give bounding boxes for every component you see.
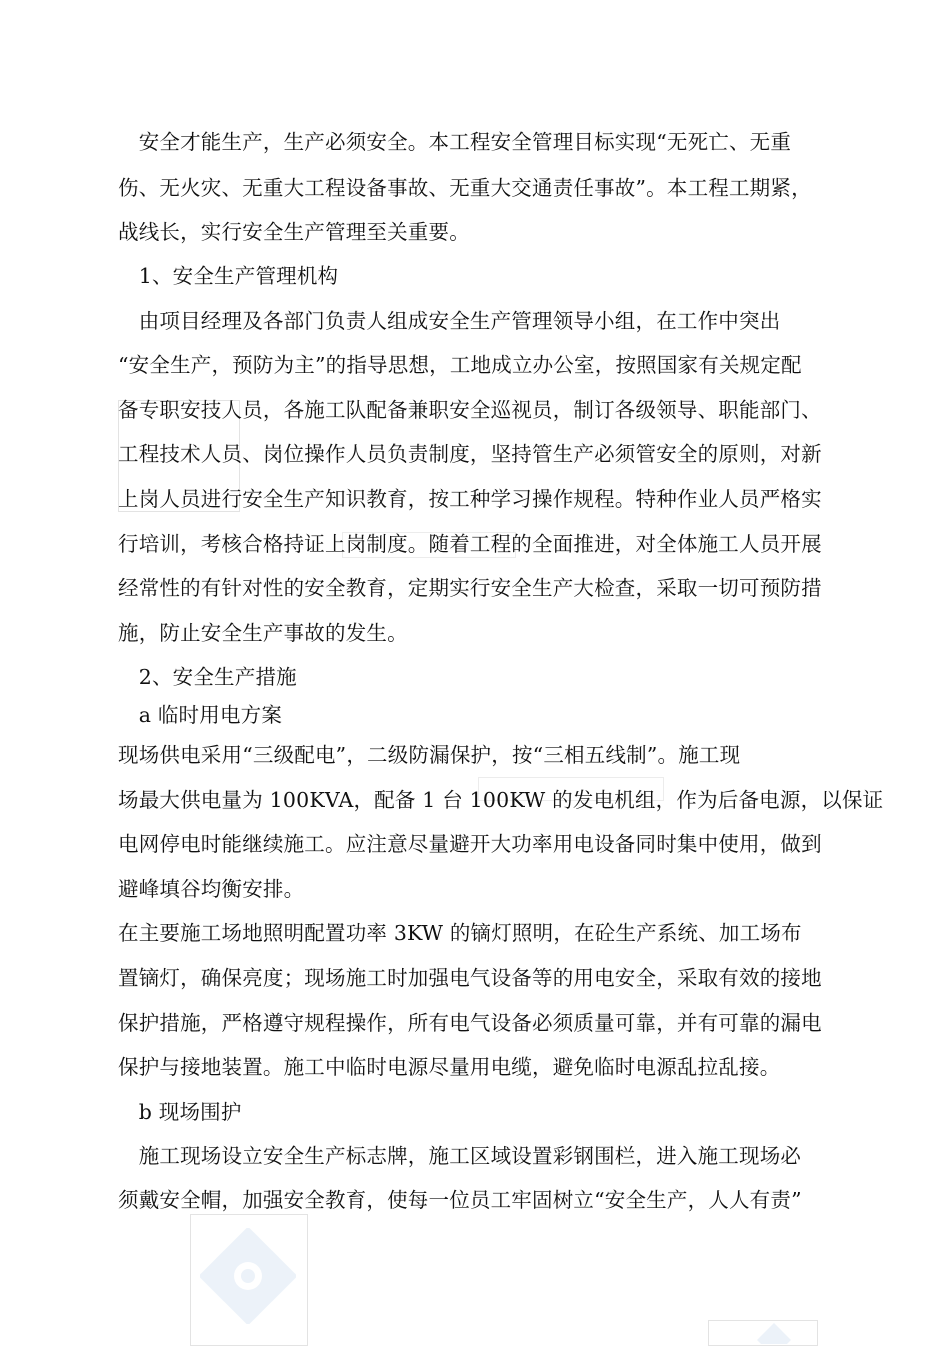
watermark-logo-icon [200, 1228, 296, 1324]
text-line: 经常性的有针对性的安全教育，定期实行安全生产大检查，采取一切可预防措 [118, 576, 822, 600]
text-line: 工程技术人员、岗位操作人员负责制度，坚持管生产必须管安全的原则，对新 [118, 442, 822, 466]
text-line: 施，防止安全生产事故的发生。 [118, 621, 408, 645]
watermark-logo-icon [744, 1322, 804, 1344]
text-line: 场最大供电量为 100KVA，配备 1 台 100KW 的发电机组，作为后备电源，以保证 [118, 788, 884, 812]
text-line: 现场供电采用“三级配电”，二级防漏保护，按“三相五线制”。施工现 [118, 743, 741, 767]
subsection-heading: b 现场围护 [118, 1100, 242, 1124]
text-line: 备专职安技人员，各施工队配备兼职安全巡视员，制订各级领导、职能部门、 [118, 398, 822, 422]
text-line: 由项目经理及各部门负责人组成安全生产管理领导小组，在工作中突出 [118, 309, 781, 333]
subsection-heading: a 临时用电方案 [118, 703, 283, 727]
text-line: 在主要施工场地照明配置功率 3KW 的镝灯照明，在砼生产系统、加工场布 [118, 921, 802, 945]
text-line: 施工现场设立安全生产标志牌，施工区域设置彩钢围栏，进入施工现场必 [118, 1144, 802, 1168]
section-heading: 2、安全生产措施 [118, 665, 297, 689]
text-line: 上岗人员进行安全生产知识教育，按工种学习操作规程。特种作业人员严格实 [118, 487, 822, 511]
text-line: 保护与接地装置。施工中临时电源尽量用电缆，避免临时电源乱拉乱接。 [118, 1055, 781, 1079]
text-line: 须戴安全帽，加强安全教育，使每一位员工牢固树立“安全生产，人人有责” [118, 1188, 802, 1212]
text-line: 电网停电时能继续施工。应注意尽量避开大功率用电设备同时集中使用，做到 [118, 832, 822, 856]
text-line: 安全才能生产，生产必须安全。本工程安全管理目标实现“无死亡、无重 [118, 130, 792, 154]
text-line: 战线长，实行安全生产管理至关重要。 [118, 220, 470, 244]
text-line: 伤、无火灾、无重大工程设备事故、无重大交通责任事故”。本工程工期紧， [118, 176, 812, 200]
text-line: 保护措施，严格遵守规程操作，所有电气设备必须质量可靠，并有可靠的漏电 [118, 1011, 822, 1035]
text-line: 避峰填谷均衡安排。 [118, 877, 305, 901]
text-line: 行培训，考核合格持证上岗制度。随着工程的全面推进，对全体施工人员开展 [118, 532, 822, 556]
section-heading: 1、安全生产管理机构 [118, 264, 339, 288]
text-line: 置镝灯，确保亮度；现场施工时加强电气设备等的用电安全，采取有效的接地 [118, 966, 822, 990]
text-line: “安全生产，预防为主”的指导思想，工地成立办公室，按照国家有关规定配 [118, 353, 802, 377]
